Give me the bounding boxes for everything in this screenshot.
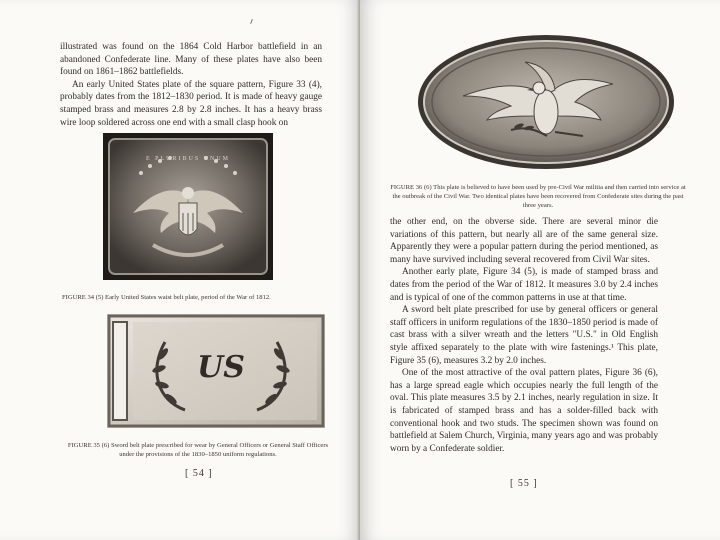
figure-34-caption: FIGURE 34 (5) Early United States waist belt plate, period of the War of 1812. xyxy=(62,294,271,301)
left-page-number: [ 54 ] xyxy=(185,468,213,479)
figure-35-plate-lettering: US xyxy=(197,350,245,385)
left-page-body-text xyxy=(60,41,322,129)
figure-36-caption: FIGURE 36 (6) This plate is believed to have been used by pre-Civil War militia and then carried into service at the outbreak of the Civil War. Two identical plates have been recovered from Confederate sites during the past three years. xyxy=(390,184,686,210)
right-page xyxy=(360,0,720,540)
figure-36-oval-plate-image xyxy=(415,32,677,172)
right-page-number: [ 55 ] xyxy=(510,478,538,489)
right-page-body-text xyxy=(390,216,658,455)
page-mark xyxy=(250,19,253,24)
left-paragraph-1: illustrated was found on the 1864 Cold Harbor battlefield in an abandoned Confederate line. Many of these plates have also been found on 1861–1862 battlefields. xyxy=(60,42,322,78)
figure-34-photo xyxy=(103,133,273,280)
right-paragraph-4: One of the most attractive of the oval pattern plates, Figure 36 (6), has a large spread eagle which occupies nearly the full length of the oval. This plate measures 3.5 by 2.1 inches, nearly regulation in size. It is fabricated of stamped brass and has a solder-filled back with conventional hook and two studs. The specimen shown was found on battlefield at Salem Church, Virginia, many years ago and was probably worn by a Confederate soldier. xyxy=(390,368,658,454)
figure-35-photo xyxy=(107,314,325,428)
right-paragraph-3: A sword belt plate prescribed for use by general officers or general staff officers in uniform regulations of the 1830–1850 period is made of cast brass with a silver wreath and the letters "U.S." in Old English style affixed separately to the plate with wire fastenings.¹ This plate, Figure 35 (6), measures 3.2 by 2.0 inches. xyxy=(390,305,658,366)
figure-36-photo xyxy=(415,32,677,172)
figure-35-caption: FIGURE 35 (6) Sword belt plate prescribed for wear by General Officers or General Staff Officers under the provisions of the 1830–1850 uniform regulations. xyxy=(67,442,329,459)
left-paragraph-2: An early United States plate of the square pattern, Figure 33 (4), probably dates from the 1812–1830 period. It is made of heavy gauge stamped brass and measures 2.8 by 2.8 inches. It has a heavy brass wire loop soldered across one end with a small clasp hook on xyxy=(60,79,322,128)
right-paragraph-1: the other end, on the obverse side. There are several minor die variations of this pattern, but nearly all are of the same general size. Apparently they were a popular pattern during the period mentioned, as many have survived including several recovered from Civil War sites. xyxy=(390,217,658,265)
right-paragraph-2: Another early plate, Figure 34 (5), is made of stamped brass and dates from the period of the War of 1812. It measures 3.0 by 2.4 inches and is typical of one of the common patterns in use at that time. xyxy=(390,267,658,303)
figure-34-plate-lettering: E PLURIBUS UNUM xyxy=(145,156,230,162)
